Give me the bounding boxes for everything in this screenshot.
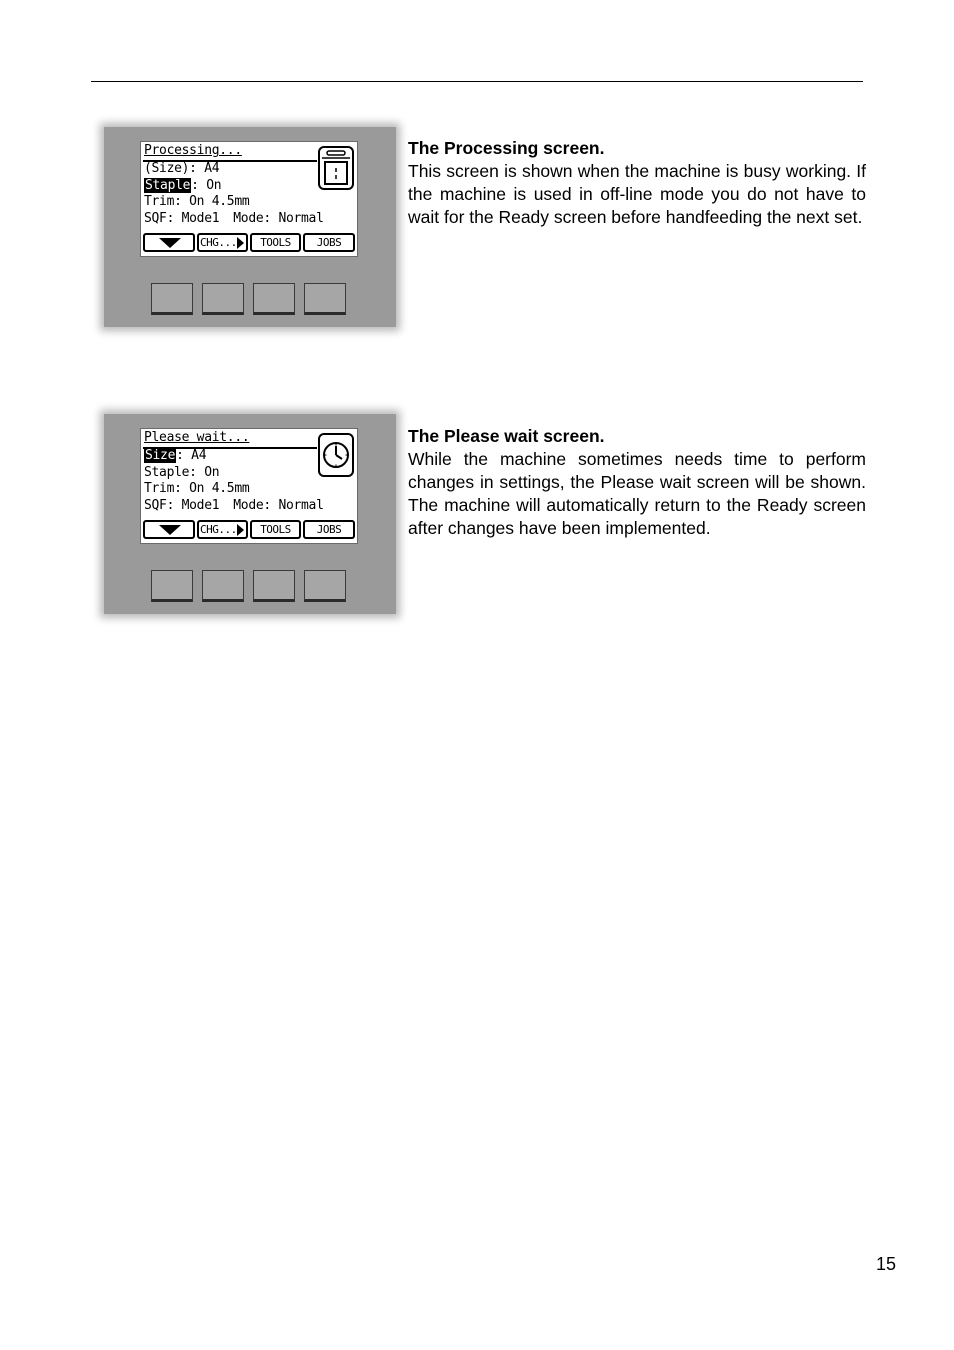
- lcd-softkey-bar: [143, 520, 355, 540]
- lcd-selected-setting: Size: [145, 448, 176, 463]
- tools-softkey[interactable]: TOOLS: [250, 233, 301, 252]
- lcd-sqf-mode-line: [144, 498, 324, 515]
- please-wait-description: [408, 425, 866, 540]
- down-softkey[interactable]: [143, 520, 195, 539]
- hardware-button-row: [150, 283, 350, 315]
- hardware-button-3[interactable]: [253, 570, 295, 602]
- hardware-button-3[interactable]: [253, 283, 295, 315]
- lcd-sqf-value: SQF: Mode1: [144, 211, 220, 226]
- hardware-button-row: [150, 570, 350, 602]
- lcd-sqf-mode-line: [144, 211, 324, 228]
- hardware-button-1[interactable]: [151, 283, 193, 315]
- hardware-button-4[interactable]: [304, 570, 346, 602]
- lcd-size-line: (Size): A4: [144, 161, 220, 176]
- please-wait-control-panel: [104, 414, 396, 614]
- down-softkey[interactable]: [143, 233, 195, 252]
- down-arrow-icon: [159, 525, 181, 536]
- please-wait-body: While the machine sometimes needs time to perform changes in settings, the Please wait screen will be shown. The machine will automatically return to the Ready screen after changes have been implemented.: [408, 449, 866, 538]
- hardware-button-4[interactable]: [304, 283, 346, 315]
- lcd-title: Processing...: [144, 143, 242, 158]
- please-wait-lcd-display: [140, 428, 358, 544]
- change-softkey[interactable]: CHG...: [197, 233, 248, 252]
- tools-softkey[interactable]: TOOLS: [250, 520, 301, 539]
- lcd-sqf-value: SQF: Mode1: [144, 498, 220, 513]
- right-arrow-icon: [237, 524, 244, 536]
- processing-control-panel: [104, 127, 396, 327]
- change-softkey[interactable]: CHG...: [197, 520, 248, 539]
- lcd-softkey-bar: [143, 233, 355, 253]
- hardware-button-2[interactable]: [202, 570, 244, 602]
- lcd-size-line: [144, 448, 206, 465]
- processing-heading: The Processing screen.: [408, 138, 605, 158]
- lcd-trim-line: Trim: On 4.5mm: [144, 481, 250, 496]
- hardware-button-1[interactable]: [151, 570, 193, 602]
- lcd-size-value: : A4: [176, 448, 207, 463]
- header-rule: [91, 81, 863, 82]
- hardware-button-2[interactable]: [202, 283, 244, 315]
- please-wait-heading: The Please wait screen.: [408, 426, 605, 446]
- lcd-mode-value: Mode: Normal: [233, 211, 324, 226]
- clock-icon: [318, 433, 354, 477]
- lcd-staple-line: Staple: On: [144, 465, 220, 480]
- jobs-softkey[interactable]: JOBS: [303, 233, 355, 252]
- lcd-title: Please wait...: [144, 430, 250, 445]
- processing-description: [408, 137, 866, 229]
- processing-lcd-display: [140, 141, 358, 257]
- page-number: 15: [876, 1254, 897, 1274]
- lcd-trim-line: Trim: On 4.5mm: [144, 194, 250, 209]
- lcd-staple-value: : On: [191, 178, 222, 193]
- down-arrow-icon: [159, 238, 181, 249]
- right-arrow-icon: [237, 237, 244, 249]
- lcd-selected-setting: Staple: [145, 178, 191, 193]
- processing-body: This screen is shown when the machine is busy working. If the machine is used in off-line mode you do not have to wait for the Ready screen before handfeeding the next set.: [408, 161, 866, 227]
- machine-case-icon: [318, 146, 354, 190]
- lcd-mode-value: Mode: Normal: [233, 498, 324, 513]
- jobs-softkey[interactable]: JOBS: [303, 520, 355, 539]
- lcd-staple-line: [144, 178, 221, 195]
